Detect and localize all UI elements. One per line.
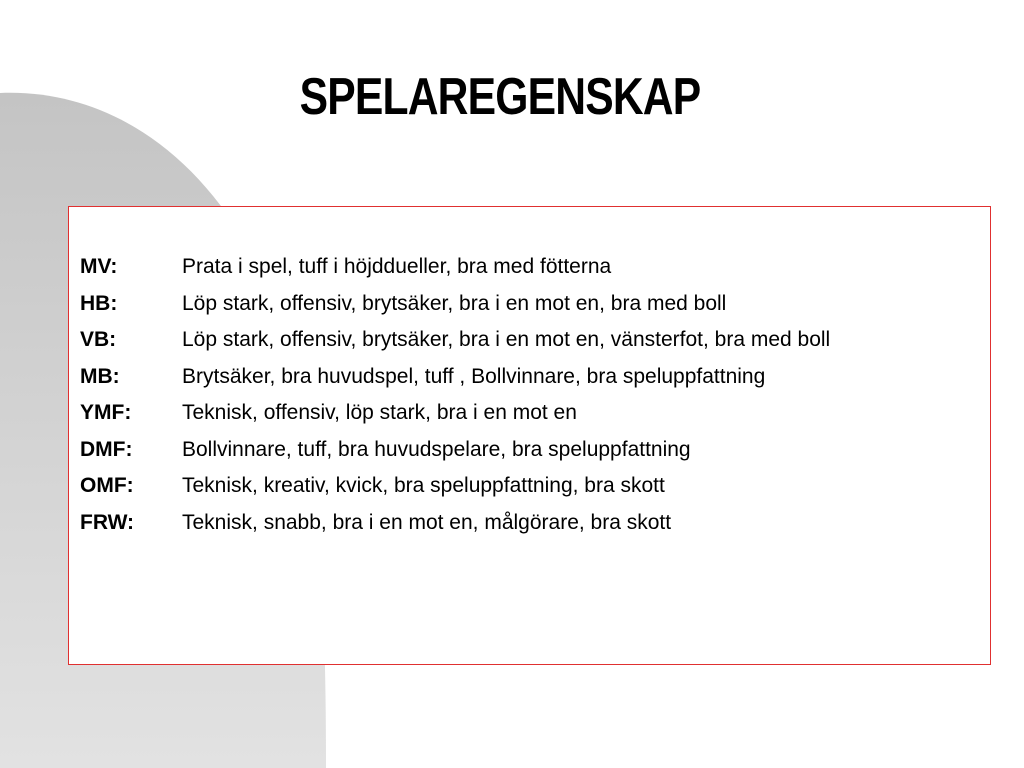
role-description: Brytsäker, bra huvudspel, tuff , Bollvinnare, bra speluppfattning xyxy=(182,364,766,388)
role-code: MB: xyxy=(80,364,120,388)
role-code: YMF: xyxy=(80,401,132,425)
role-row-frw xyxy=(80,505,830,542)
role-row-omf xyxy=(80,468,830,505)
content-box xyxy=(68,206,991,665)
role-code: VB: xyxy=(80,328,117,352)
role-description: Prata i spel, tuff i höjddueller, bra med fötterna xyxy=(182,255,612,279)
role-code: HB: xyxy=(80,291,118,315)
role-code: DMF: xyxy=(80,437,133,461)
role-description: Teknisk, kreativ, kvick, bra speluppfattning, bra skott xyxy=(182,474,665,498)
role-row-mb xyxy=(80,359,830,396)
role-description: Löp stark, offensiv, brytsäker, bra i en mot en, bra med boll xyxy=(182,291,727,315)
role-code: FRW: xyxy=(80,510,135,534)
role-list xyxy=(80,249,830,541)
role-description: Teknisk, offensiv, löp stark, bra i en mot en xyxy=(182,401,577,425)
role-description: Teknisk, snabb, bra i en mot en, målgörare, bra skott xyxy=(182,510,672,534)
role-row-ymf xyxy=(80,395,830,432)
role-row-mv xyxy=(80,249,830,286)
role-code: OMF: xyxy=(80,474,134,498)
role-row-dmf xyxy=(80,432,830,469)
role-description: Löp stark, offensiv, brytsäker, bra i en mot en, vänsterfot, bra med boll xyxy=(182,328,831,352)
slide-title: SPELAREGENSKAP xyxy=(299,68,701,126)
role-description: Bollvinnare, tuff, bra huvudspelare, bra speluppfattning xyxy=(182,437,691,461)
role-code: MV: xyxy=(80,255,118,279)
role-row-vb xyxy=(80,322,830,359)
role-row-hb xyxy=(80,286,830,323)
